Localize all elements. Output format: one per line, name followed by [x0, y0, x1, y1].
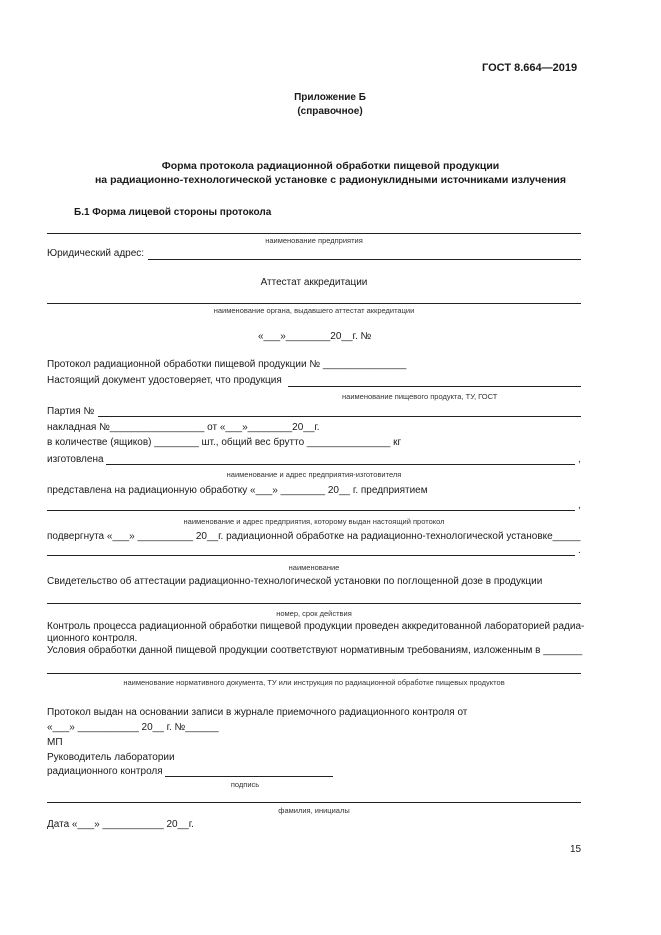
protocol-number: Протокол радиационной обработки пищевой продукции № _______________: [47, 359, 407, 370]
batch-label: Партия №: [47, 406, 95, 417]
normative-doc-line[interactable]: [47, 673, 581, 674]
section-heading: Б.1 Форма лицевой стороны протокола: [74, 207, 272, 218]
head-line-2: радиационного контроля: [47, 766, 163, 777]
control-line-2: ционного контроля.: [47, 633, 138, 644]
standard-code: ГОСТ 8.664—2019: [482, 62, 578, 74]
installation-name-line[interactable]: [47, 555, 575, 556]
certificate-line: Свидетельство об аттестации радиационно-технологической установки по поглощенной дозе в продукции: [47, 576, 543, 587]
presented-line: представлена на радиационную обработку «___» ________ 20__ г. предприятием: [47, 485, 428, 496]
certificate-number-line[interactable]: [47, 603, 581, 604]
control-line-1: Контроль процесса радиационной обработки пищевой продукции проведен аккредитованной лабораторией радиа-: [47, 621, 585, 632]
conditions-line: Условия обработки данной пищевой продукции соответствуют нормативным требованиям, изложенным в _______: [47, 645, 583, 656]
manufactured-label: изготовлена: [47, 454, 104, 465]
period-1: .: [578, 545, 581, 556]
accreditation-label: Аттестат аккредитации: [260, 277, 368, 288]
caption-issued-to: наименование и адрес предприятия, которому выдан настоящий протокол: [183, 517, 445, 526]
page-number: 15: [570, 844, 582, 855]
caption-normative: наименование нормативного документа, ТУ или инструкция по радиационной обработке пищевых продуктов: [123, 678, 505, 687]
caption-manufacturer: наименование и адрес предприятия-изготовителя: [226, 470, 402, 479]
product-line[interactable]: [288, 386, 581, 387]
caption-number-validity: номер, срок действия: [276, 609, 352, 618]
subjected-line: подвергнута «___» __________ 20__г. радиационной обработке на радиационно-технологической установке_____: [47, 531, 581, 542]
legal-address-line[interactable]: [148, 259, 581, 260]
date-line: Дата «___» ___________ 20__г.: [47, 819, 194, 830]
issued-to-line[interactable]: [47, 510, 575, 511]
legal-address-label: Юридический адрес:: [47, 248, 145, 259]
accreditation-issuer-line[interactable]: [47, 303, 581, 304]
journal-date-line: «___» ___________ 20__ г. №______: [47, 722, 219, 733]
quantity-line: в количестве (ящиков) ________ шт., общий вес брутто _______________ кг: [47, 437, 402, 448]
form-title-line1: Форма протокола радиационной обработки пищевой продукции: [161, 160, 500, 172]
appendix-title: Приложение Б: [294, 92, 366, 103]
caption-name: наименование: [288, 563, 340, 572]
accreditation-date-number: «___»________20__г. №: [258, 331, 372, 342]
caption-enterprise: наименование предприятия: [265, 236, 363, 245]
appendix-note: (справочное): [297, 106, 363, 117]
batch-line[interactable]: [98, 416, 581, 417]
stamp-label: МП: [47, 737, 63, 748]
certifies-label: Настоящий документ удостоверяет, что продукция: [47, 375, 282, 386]
caption-product: наименование пищевого продукта, ТУ, ГОСТ: [342, 392, 498, 401]
caption-signature: подпись: [230, 780, 260, 789]
enterprise-name-line[interactable]: [47, 233, 581, 234]
form-title-line2: на радиационно-технологической установке с радионуклидными источниками излучения: [94, 174, 567, 186]
caption-fullname: фамилия, инициалы: [278, 806, 350, 815]
waybill-line: накладная №_________________ от «___»________20__г.: [47, 422, 320, 433]
caption-issuer: наименование органа, выдавшего аттестат аккредитации: [213, 306, 415, 315]
manufacturer-line[interactable]: [106, 464, 575, 465]
comma-2: ,: [578, 500, 581, 511]
signature-line[interactable]: [165, 776, 333, 777]
issued-basis-line: Протокол выдан на основании записи в журнале приемочного радиационного контроля от: [47, 707, 468, 718]
comma-1: ,: [578, 454, 581, 465]
head-line-1: Руководитель лаборатории: [47, 752, 175, 763]
fullname-line[interactable]: [47, 802, 581, 803]
